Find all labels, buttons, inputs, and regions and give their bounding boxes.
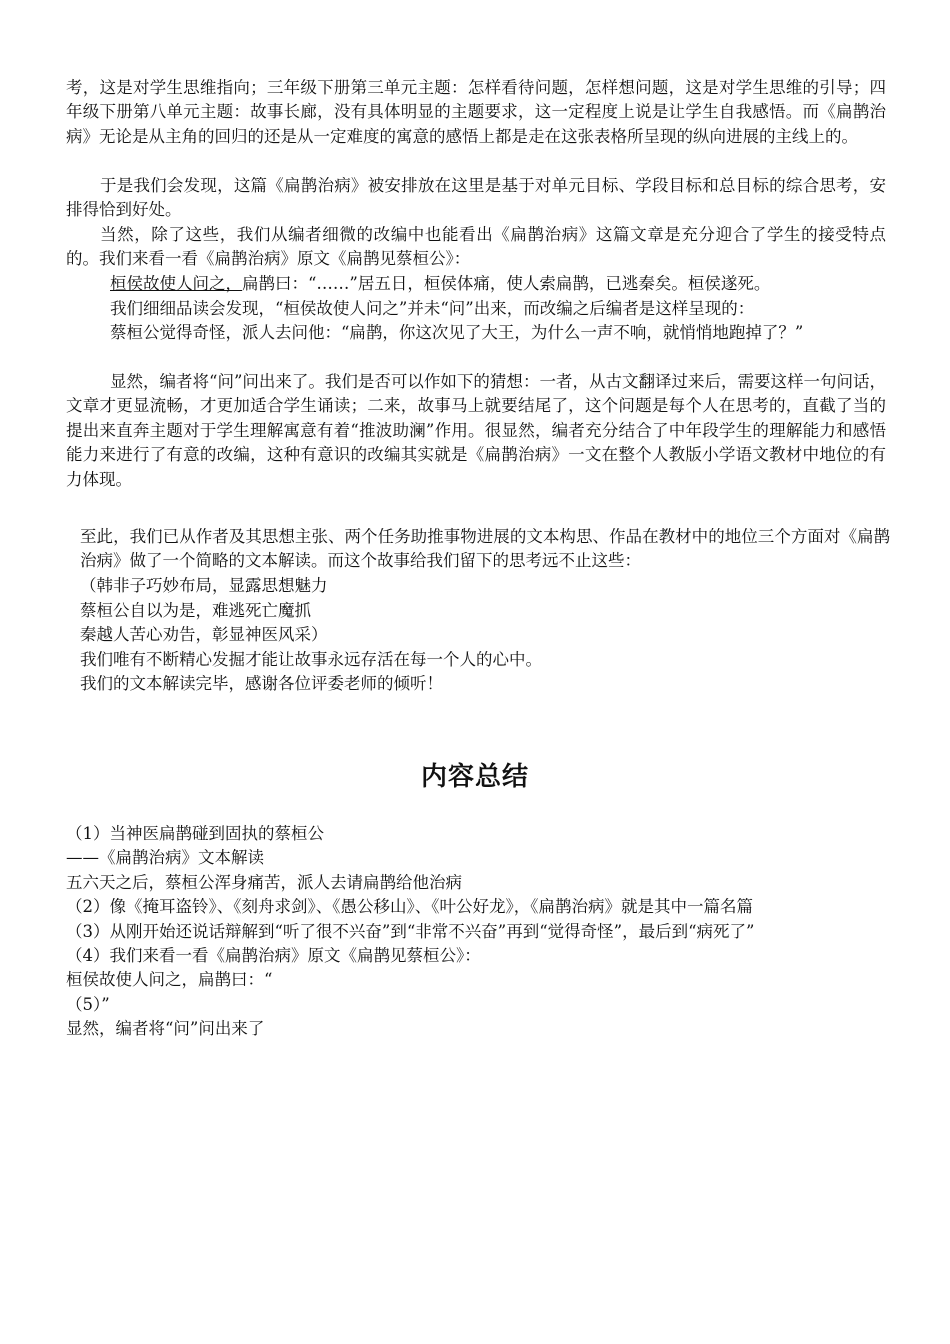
summary-line: （1）当神医扁鹊碰到固执的蔡桓公 (66, 824, 324, 843)
poem-line-3: 秦越人苦心劝告，彰显神医风采） (80, 625, 328, 644)
paragraph-analysis: 显然，编者将“问”问出来了。我们是否可以作如下的猜想：一者，从古文翻译过来后，需要这样一句问话，文章才更显流畅，才更加适合学生诵读；二来，故事马上就要结尾了，这个问题是每个人在思考的，直截了当的提出来直奔主题对于学生理解寓意有着“推波助澜”作用。很显然，编者充分结合了中年段学生的理解能力和感悟能力来进行了有意的改编，这种有意识的改编其实就是《扁鹊治病》一文在整个人教版小学语文教材中地位的有力体现。 (66, 372, 886, 489)
paragraph-original-text (66, 272, 886, 296)
paragraph-arrangement: 于是我们会发现，这篇《扁鹊治病》被安排放在这里是基于对单元目标、学段目标和总目标的综合思考，安排得恰到好处。 (66, 176, 886, 220)
summary-line: 五六天之后，蔡桓公浑身痛苦，派人去请扁鹊给他治病 (66, 872, 462, 892)
thanks-line: 我们的文本解读完毕，感谢各位评委老师的倾听！ (80, 674, 443, 693)
underlined-quote: 桓侯故使人问之， (110, 274, 242, 293)
summary-line: （5）” (66, 994, 110, 1014)
summary-line: 桓侯故使人问之，扁鹊曰：“ (66, 970, 273, 990)
summary-list (66, 822, 886, 1042)
poem-line-1: （韩非子巧妙布局，显露思想魅力 (80, 576, 328, 595)
summary-line: （4）我们来看一看《扁鹊治病》原文《扁鹊见蔡桓公》： (66, 946, 481, 966)
paragraph-conclusion: 至此，我们已从作者及其思想主张、两个任务助推事物进展的文本构思、作品在教材中的地位三个方面对《扁鹊治病》做了一个简略的文本解读。而这个故事给我们留下的思考远不止这些： (80, 527, 890, 571)
summary-title: 内容总结 (420, 762, 529, 792)
summary-line: ——《扁鹊治病》文本解读 (66, 848, 264, 868)
original-text-rest: 扁鹊曰：“……”居五日，桓侯体痛，使人索扁鹊，已逃秦矣。桓侯遂死。 (242, 274, 771, 293)
summary-line: 显然，编者将“问”问出来了 (66, 1019, 265, 1039)
closing-line: 我们唯有不断精心发掘才能让故事永远存活在每一个人的心中。 (80, 650, 542, 669)
paragraph-observation: 我们细细品读会发现，“桓侯故使人问之”并未“问”出来，而改编之后编者是这样呈现的： (110, 299, 755, 318)
paragraph-unit-themes: 考，这是对学生思维指向；三年级下册第三单元主题：怎样看待问题，怎样想问题，这是对学生思维的引导；四年级下册第八单元主题：故事长廊，没有具体明显的主题要求，这一定程度上说是让学生自我感悟。而《扁鹊治病》无论是从主角的回归的还是从一定难度的寓意的感悟上都是走在这张表格所呈现的纵向进展的主线上的。 (66, 78, 886, 146)
summary-line: （3）从刚开始还说话辩解到“听了很不兴奋”到“非常不兴奋”再到“觉得奇怪”，最后到“病死了” (66, 921, 755, 941)
summary-line: （2）像《掩耳盗铃》、《刻舟求剑》、《愚公移山》、《叶公好龙》，《扁鹊治病》就是其中一篇名篇 (66, 897, 753, 917)
paragraph-adaptation: 当然，除了这些，我们从编者细微的改编中也能看出《扁鹊治病》这篇文章是充分迎合了学生的接受特点的。我们来看一看《扁鹊治病》原文《扁鹊见蔡桓公》： (66, 225, 886, 269)
paragraph-adapted-text: 蔡桓公觉得奇怪，派人去问他：“扁鹊，你这次见了大王，为什么一声不响，就悄悄地跑掉了？” (110, 323, 804, 342)
poem-line-2: 蔡桓公自以为是，难逃死亡魔抓 (80, 601, 311, 620)
